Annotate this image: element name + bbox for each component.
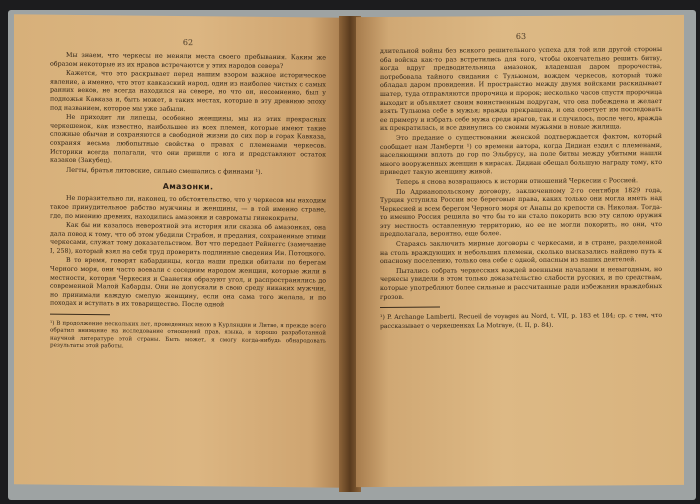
- paragraph: Как бы ни казалось невероятной эта история или сказка об амазонках, она дала повод к тому, что об этом убедили Страбон, и предания, сохраненные этими черкесами, служат тому доказательством. Вот что передает Рейнеггс (замечание I, 258), который взял на себя труд проверить подлинные сведения Ин. Потоцкого.: [50, 221, 326, 258]
- page-number: 63: [515, 31, 527, 42]
- paragraph: Не поразительно ли, наконец, то обстоятельство, что у черкесов мы находим такое принудительное рабство мужчины и женщины, — в той именно стране, где, по мнению древних, находились амазонки и савроматы гинекократы.: [50, 195, 326, 222]
- footnote: ¹) P. Archange Lamberti. Recueil de voyages au Nord, t. VII, p. 183 et 184; cp. с тем, что рассказывает о черкешенках La Motraye, (t. II, p. 84).: [380, 312, 662, 330]
- paragraph: Не приходит ли липецы, особенно женщины, мы из этих прекрасных черкешенок, как известно, наибольшее из всех племен, которые имеют такие сложные обычаи и сохраняются в свободной жизни до сих пор в горах Кавказа, сохраняя весьма любопытные свойства о правах с племенами черкесов. Историки всегда полагали, что они пришли с юга и представляют остаток казаков (Закубец).: [50, 113, 326, 165]
- paragraph: По Адрианопольскому договору, заключенному 2-го сентября 1829 года, Турция уступила России все береговые права, каких только они могла иметь над Черкесией и всем берегом Черного моря от Анапы до крепости св. Николая. Тогда-то именно Россия решила во что бы то ни стало покорить всю эту силою оружия эту местность оставленную территорию, но ее не могли покорить, но они, что предполагала, вероятно, еще более.: [380, 186, 662, 239]
- footnote-rule: [50, 314, 110, 316]
- paragraph: Стараясь заключить мирные договоры с черкесами, и в стране, разделенной на столь враждующих и небольших племени, сколько высказались найдено путь к опасному поселению, только она себе с одной, опасным из наших деятелей.: [380, 239, 662, 266]
- footnote-rule: [380, 307, 440, 308]
- paragraph: Пытались собрать черкесских вождей военными началами и невыгодным, но черкесы увидели в этом только доказательство слабости русских, и по средствам, которые употребляют более сильные и рассчитанные ради избежания враждебных грозов.: [380, 265, 662, 301]
- paragraph: Теперь я снова возвращаюсь к истории отношений Черкесии с Россией.: [396, 177, 638, 186]
- paragraph: Мы знаем, что черкесы не меняли места своего пребывания. Каким же образом некоторые из их нравов встречаются у этих народов севера?: [50, 51, 326, 70]
- right-page: [356, 15, 684, 487]
- footnote: ¹) В продолжение нескольких лет, проведенных мною в Курляндии и Литве, я прежде всего обратил внимание на исследование отношений прав, языка, в хорошо разработанной научной литературе этой страны. Быть может, я смогу когда-нибудь обнародовать результаты этой работы.: [50, 320, 326, 350]
- paragraph: длительной войны без всякого решительного успеха для той или другой стороны оба войска как-то раз встретились для того, чтобы окончательно решить битву, когда вдруг предводительница амазонок, владевшая даром пророчества, потребовала тайного свидания с Тульюмом, вождем черкесов, который тоже обладал даром провидения. И пространство между двумя войсками раскидывает шатер, туда отправляются пророчица и пророк; несколько часов спустя пророчица выходит и объявляет своим воинственным подругам, что она побеждена и желает взять Тульюма себе в мужья; вражда прекращена, и она советует им последовать ее примеру и избрать себе мужа среди врагов, так и случилось, после чего, вражда их прекратилась, и все двинулись со своими мужьями в новые жилища.: [380, 46, 662, 133]
- paragraph: В то время, говорят кабардинцы, когда наши предки обитали по берегам Черного моря, они часто воевали с соседним народом женщин, которые жили в местности, которая Черкесия и Сванетия образуют угол, и распространялись до современной Малой Кабарды. Они не допускали в свою среду никаких мужчин, но принимали каждую смелую женщину, если она сама того желала, и по походах и вступать в их товарищество. После одной: [50, 257, 326, 309]
- page-number: 62: [182, 38, 194, 48]
- paragraph: Кажется, что это раскрывает перед нашим взором важное историческое явление, а именно, что этот кавказский народ, один из наиболее чистых с самых ранних веков, не всегда находился на севере, но что он, несомненно, был у подножья Кавказа и, быть может, в таких местах, которые в эту древнюю эпоху под названием, которое мы уже забыли.: [50, 70, 326, 113]
- paragraph: Это предание о существовании женской подтверждается фактом, который сообщает нам Ламберти ¹) со времени автора, когда Дидиан ездил с племенами, населяющими вплоть до гор по Эльбрусу, на поле битвы между убитыми нашли много вооруженных женщин в кирасах. Дидиан обещал большую награду тому, кто приведет такую женщину живой.: [380, 132, 662, 177]
- open-book: [14, 16, 692, 496]
- paragraph: Легты, братья литовские, сильно смешались с финнами ¹).: [66, 166, 263, 176]
- left-page: [14, 14, 344, 487]
- section-heading: Амазонки.: [162, 182, 214, 192]
